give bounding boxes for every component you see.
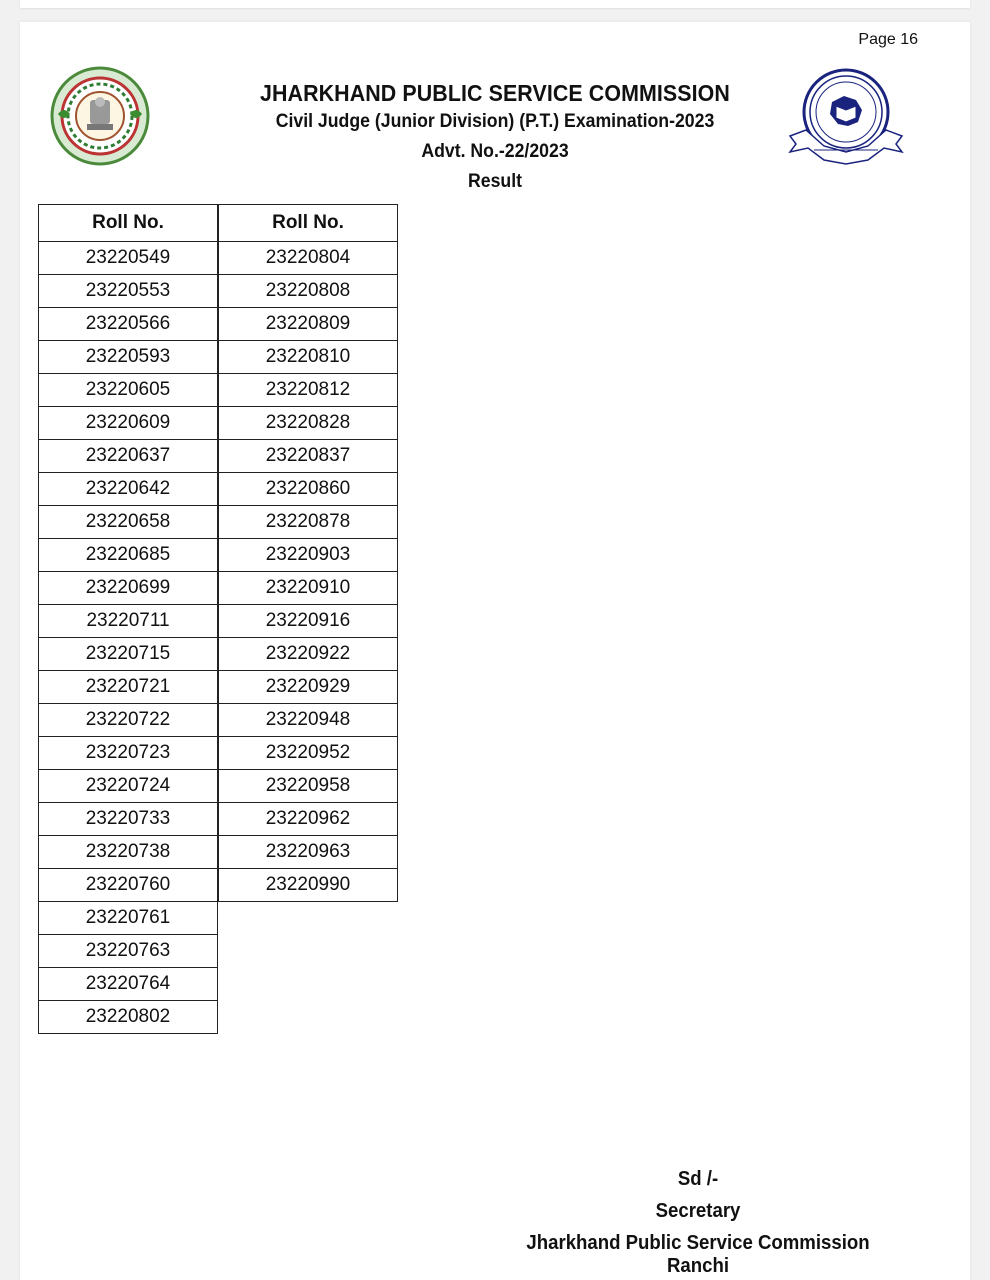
signatory-title: Secretary [655, 1200, 741, 1222]
roll-number-cell: 23220761 [39, 902, 218, 935]
table-row [39, 704, 218, 737]
table-row [39, 935, 218, 968]
roll-number-cell: 23220549 [39, 242, 218, 275]
table-row [39, 1001, 218, 1034]
roll-number-cell: 23220715 [39, 638, 218, 671]
roll-number-cell: 23220860 [219, 473, 398, 506]
table-row [39, 308, 218, 341]
roll-list-2 [219, 242, 398, 902]
roll-number-cell: 23220553 [39, 275, 218, 308]
table-row [39, 242, 218, 275]
table-row [39, 374, 218, 407]
roll-number-cell: 23220828 [219, 407, 398, 440]
roll-number-cell: 23220642 [39, 473, 218, 506]
table-row [39, 440, 218, 473]
roll-number-cell: 23220566 [39, 308, 218, 341]
table-row [219, 275, 398, 308]
table-row [219, 440, 398, 473]
table-row [39, 671, 218, 704]
roll-number-cell: 23220808 [219, 275, 398, 308]
table-row [219, 605, 398, 638]
table-row [219, 572, 398, 605]
previous-page-edge [20, 0, 970, 8]
table-row [39, 737, 218, 770]
roll-number-cell: 23220764 [39, 968, 218, 1001]
roll-number-cell: 23220804 [219, 242, 398, 275]
table-row [39, 968, 218, 1001]
roll-table-column-2 [218, 204, 398, 902]
roll-number-cell: 23220722 [39, 704, 218, 737]
roll-number-cell: 23220922 [219, 638, 398, 671]
roll-number-cell: 23220958 [219, 770, 398, 803]
page-number: Page 16 [858, 31, 918, 48]
table-row [219, 869, 398, 902]
roll-number-cell: 23220948 [219, 704, 398, 737]
signature-block [498, 1168, 898, 1278]
roll-number-cell: 23220605 [39, 374, 218, 407]
table-row [219, 671, 398, 704]
exam-name: Civil Judge (Junior Division) (P.T.) Examination-2023 [275, 111, 715, 132]
roll-number-cell: 23220963 [219, 836, 398, 869]
roll-number-cell: 23220685 [39, 539, 218, 572]
table-row [39, 407, 218, 440]
signed-mark: Sd /- [677, 1168, 719, 1190]
table-row [39, 869, 218, 902]
roll-number-cell: 23220809 [219, 308, 398, 341]
table-row [219, 704, 398, 737]
roll-number-cell: 23220711 [39, 605, 218, 638]
column-header: Roll No. [39, 205, 218, 242]
roll-number-cell: 23220733 [39, 803, 218, 836]
roll-number-cell: 23220721 [39, 671, 218, 704]
table-row [39, 539, 218, 572]
roll-number-cell: 23220903 [219, 539, 398, 572]
roll-number-cell: 23220760 [39, 869, 218, 902]
commission-name: JHARKHAND PUBLIC SERVICE COMMISSION [260, 80, 730, 106]
advertisement-number: Advt. No.-22/2023 [421, 141, 569, 162]
table-row [39, 473, 218, 506]
table-row [219, 638, 398, 671]
table-row [219, 770, 398, 803]
roll-number-cell: 23220952 [219, 737, 398, 770]
table-row [39, 275, 218, 308]
table-row [219, 341, 398, 374]
roll-number-cell: 23220812 [219, 374, 398, 407]
roll-table-column-1 [38, 204, 218, 1034]
roll-number-cell: 23220763 [39, 935, 218, 968]
table-row [39, 836, 218, 869]
roll-number-cell: 23220962 [219, 803, 398, 836]
roll-number-cell: 23220810 [219, 341, 398, 374]
roll-number-cell: 23220699 [39, 572, 218, 605]
table-row [39, 638, 218, 671]
table-row [219, 407, 398, 440]
roll-number-cell: 23220723 [39, 737, 218, 770]
table-row [39, 605, 218, 638]
table-row [39, 506, 218, 539]
table-row [219, 539, 398, 572]
document-type: Result [467, 171, 522, 192]
roll-number-cell: 23220609 [39, 407, 218, 440]
roll-number-cell: 23220916 [219, 605, 398, 638]
table-row [219, 506, 398, 539]
roll-number-cell: 23220910 [219, 572, 398, 605]
table-row [39, 572, 218, 605]
table-row [219, 836, 398, 869]
table-row [219, 242, 398, 275]
column-header: Roll No. [219, 205, 398, 242]
roll-number-cell: 23220637 [39, 440, 218, 473]
document-header [20, 80, 970, 193]
signatory-office: Jharkhand Public Service Commission Ranchi [526, 1232, 870, 1277]
table-row [39, 902, 218, 935]
roll-list-1 [39, 242, 218, 1034]
roll-number-cell: 23220878 [219, 506, 398, 539]
roll-number-cell: 23220593 [39, 341, 218, 374]
roll-number-cell: 23220929 [219, 671, 398, 704]
roll-number-cell: 23220802 [39, 1001, 218, 1034]
roll-number-cell: 23220738 [39, 836, 218, 869]
table-row [39, 341, 218, 374]
table-row [219, 473, 398, 506]
table-row [219, 737, 398, 770]
roll-number-cell: 23220837 [219, 440, 398, 473]
table-row [39, 770, 218, 803]
table-row [219, 308, 398, 341]
roll-number-cell: 23220724 [39, 770, 218, 803]
roll-number-cell: 23220658 [39, 506, 218, 539]
table-row [219, 374, 398, 407]
table-row [219, 803, 398, 836]
table-row [39, 803, 218, 836]
roll-number-cell: 23220990 [219, 869, 398, 902]
document-page [20, 22, 970, 1280]
